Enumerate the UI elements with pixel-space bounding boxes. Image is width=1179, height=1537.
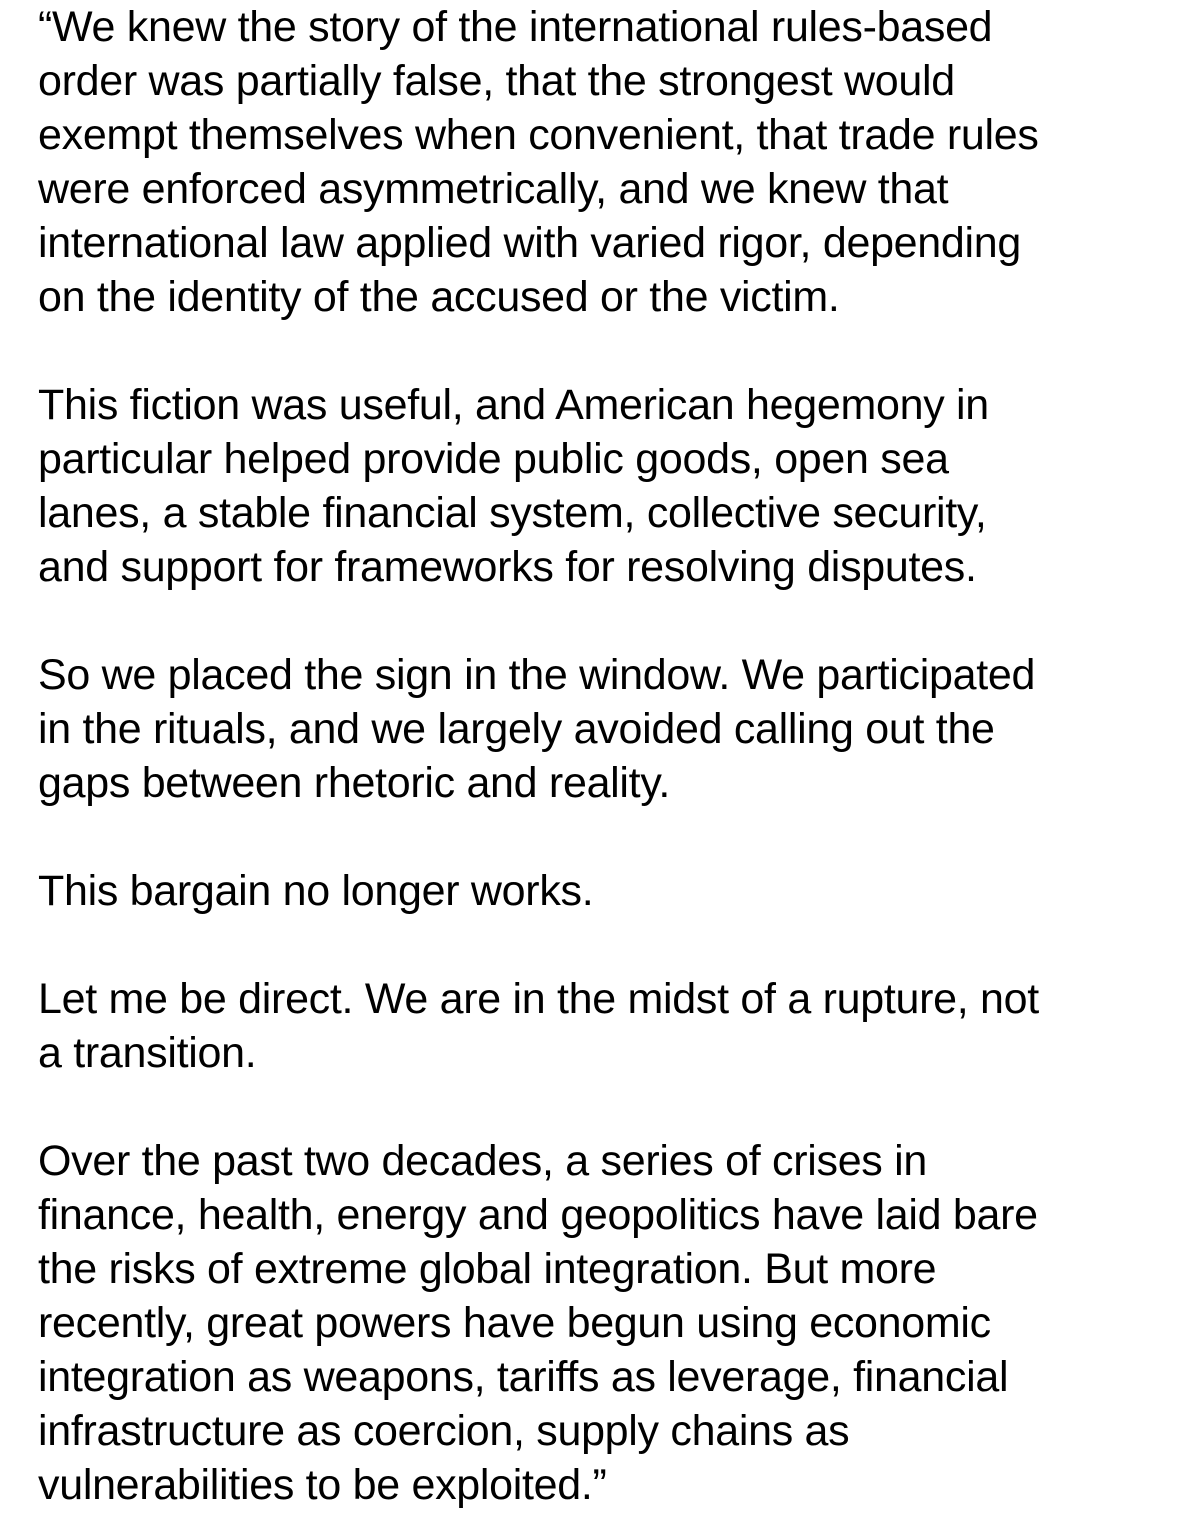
text-line: “We knew the story of the international rules-based xyxy=(38,3,993,51)
paragraph-3 xyxy=(38,648,1035,810)
paragraph-2 xyxy=(38,378,989,594)
paragraph-4 xyxy=(38,864,593,918)
text-line: recently, great powers have begun using economic xyxy=(38,1299,991,1347)
text-line: the risks of extreme global integration. But more xyxy=(38,1245,937,1293)
text-line: So we placed the sign in the window. We participated xyxy=(38,651,1036,699)
text-line: This fiction was useful, and American hegemony in xyxy=(38,381,989,429)
text-line: in the rituals, and we largely avoided calling out the xyxy=(38,705,995,753)
paragraph-6 xyxy=(38,1134,1038,1512)
text-line: particular helped provide public goods, open sea xyxy=(38,435,949,483)
text-line: lanes, a stable financial system, collective security, xyxy=(38,489,987,537)
text-line: international law applied with varied rigor, depending xyxy=(38,219,1022,267)
text-line: and support for frameworks for resolving disputes. xyxy=(38,543,977,591)
text-line: exempt themselves when convenient, that trade rules xyxy=(38,111,1039,159)
paragraph-1 xyxy=(38,0,1039,324)
text-line: order was partially false, that the strongest would xyxy=(38,57,955,105)
text-line: a transition. xyxy=(38,1029,257,1077)
text-line: finance, health, energy and geopolitics have laid bare xyxy=(38,1191,1038,1239)
text-line: Over the past two decades, a series of crises in xyxy=(38,1137,928,1185)
text-line: gaps between rhetoric and reality. xyxy=(38,759,670,807)
paragraph-5 xyxy=(38,972,1039,1080)
text-line: This bargain no longer works. xyxy=(38,867,594,915)
text-line: vulnerabilities to be exploited.” xyxy=(38,1461,607,1509)
text-line: infrastructure as coercion, supply chains as xyxy=(38,1407,850,1455)
text-line: were enforced asymmetrically, and we knew that xyxy=(38,165,949,213)
text-line: integration as weapons, tariffs as leverage, financial xyxy=(38,1353,1009,1401)
text-line: on the identity of the accused or the victim. xyxy=(38,273,840,321)
text-line: Let me be direct. We are in the midst of a rupture, not xyxy=(38,975,1039,1023)
